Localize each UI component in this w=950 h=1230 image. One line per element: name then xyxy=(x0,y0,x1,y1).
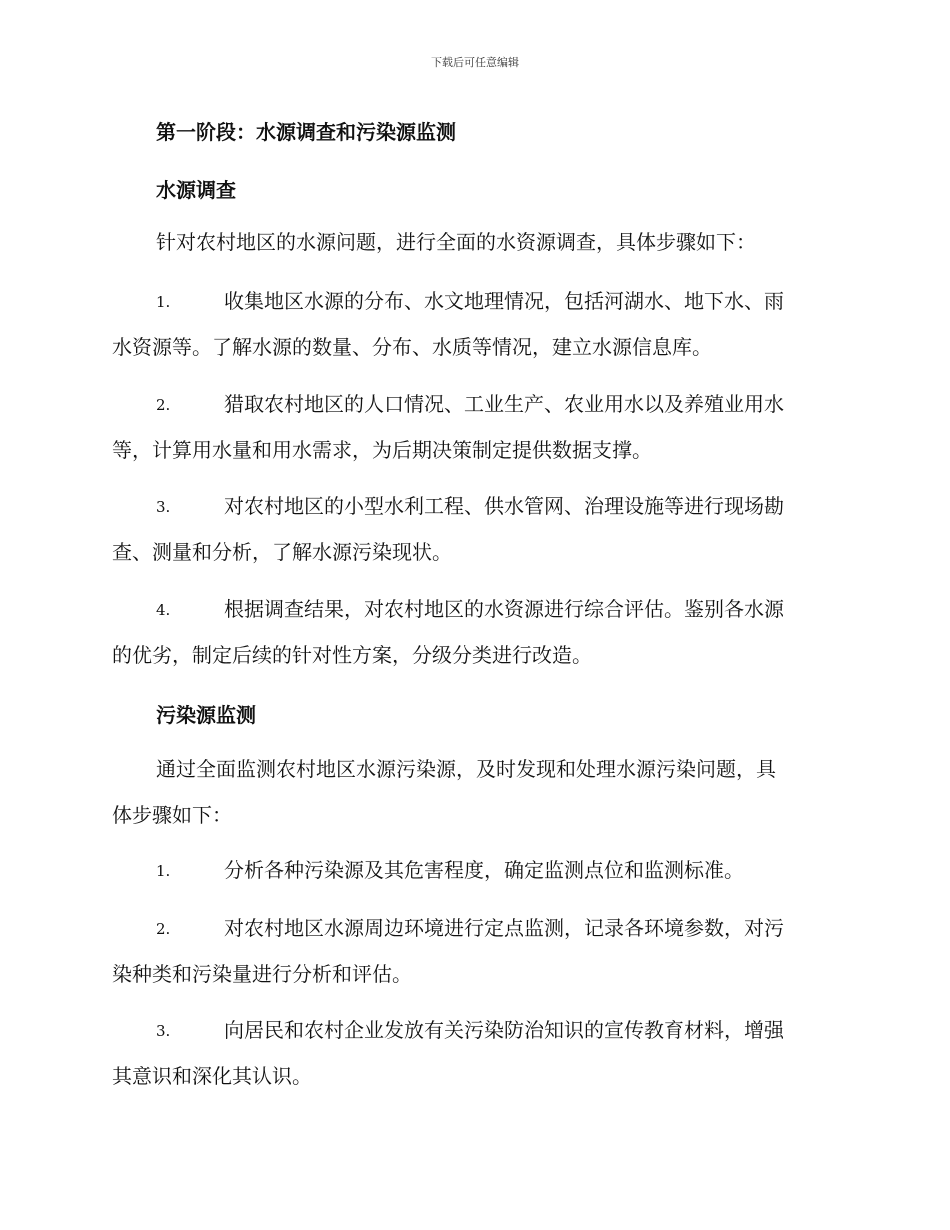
pollution-monitor-heading: 污染源监测 xyxy=(156,703,256,727)
item-text-line2: 查、测量和分析，了解水源污染现状。 xyxy=(112,540,452,564)
item-number: 3. xyxy=(156,498,171,516)
section-title: 第一阶段：水源调查和污染源监测 xyxy=(156,120,456,144)
item-text-line1: 对农村地区水源周边环境进行定点监测，记录各环境参数，对污 xyxy=(224,916,784,940)
item-text-line2: 的优劣，制定后续的针对性方案，分级分类进行改造。 xyxy=(112,643,592,667)
pollution-monitor-item-2 xyxy=(112,905,836,997)
item-number: 1. xyxy=(156,862,171,880)
pollution-monitor-item-3 xyxy=(112,1007,836,1099)
pollution-monitor-intro xyxy=(112,746,836,838)
item-number: 2. xyxy=(156,920,171,938)
water-survey-intro-text: 针对农村地区的水源问题，进行全面的水资源调查，具体步骤如下： xyxy=(156,230,756,254)
item-text-line1: 向居民和农村企业发放有关污染防治知识的宣传教育材料，增强 xyxy=(224,1018,784,1042)
pollution-intro-line1: 通过全面监测农村地区水源污染源，及时发现和处理水源污染问题，具 xyxy=(156,757,776,781)
item-text-line1: 对农村地区的小型水利工程、供水管网、治理设施等进行现场勘 xyxy=(224,494,784,518)
water-survey-item-4 xyxy=(112,586,836,678)
item-text-line2: 水资源等。了解水源的数量、分布、水质等情况，建立水源信息库。 xyxy=(112,335,712,359)
water-survey-intro xyxy=(112,219,836,265)
item-text-line2: 染种类和污染量进行分析和评估。 xyxy=(112,962,412,986)
pollution-intro-line2: 体步骤如下： xyxy=(112,803,232,827)
water-survey-heading: 水源调查 xyxy=(156,178,236,202)
water-survey-item-2 xyxy=(112,381,836,473)
item-text-line1: 猎取农村地区的人口情况、工业生产、农业用水以及养殖业用水 xyxy=(224,392,784,416)
item-number: 2. xyxy=(156,396,171,414)
item-number: 1. xyxy=(156,293,171,311)
item-text-line2: 其意识和深化其认识。 xyxy=(112,1064,312,1088)
page-header: 下载后可任意编辑 xyxy=(431,56,519,69)
water-survey-item-3 xyxy=(112,483,836,575)
item-number: 3. xyxy=(156,1022,171,1040)
item-number: 4. xyxy=(156,601,171,619)
item-text-line2: 等，计算用水量和用水需求，为后期决策制定提供数据支撑。 xyxy=(112,438,652,462)
item-text-line1: 分析各种污染源及其危害程度，确定监测点位和监测标准。 xyxy=(224,858,744,882)
item-text-line1: 收集地区水源的分布、水文地理情况，包括河湖水、地下水、雨 xyxy=(224,289,784,313)
pollution-monitor-item-1 xyxy=(112,847,836,893)
item-text-line1: 根据调查结果，对农村地区的水资源进行综合评估。鉴别各水源 xyxy=(224,597,784,621)
water-survey-item-1 xyxy=(112,278,836,370)
